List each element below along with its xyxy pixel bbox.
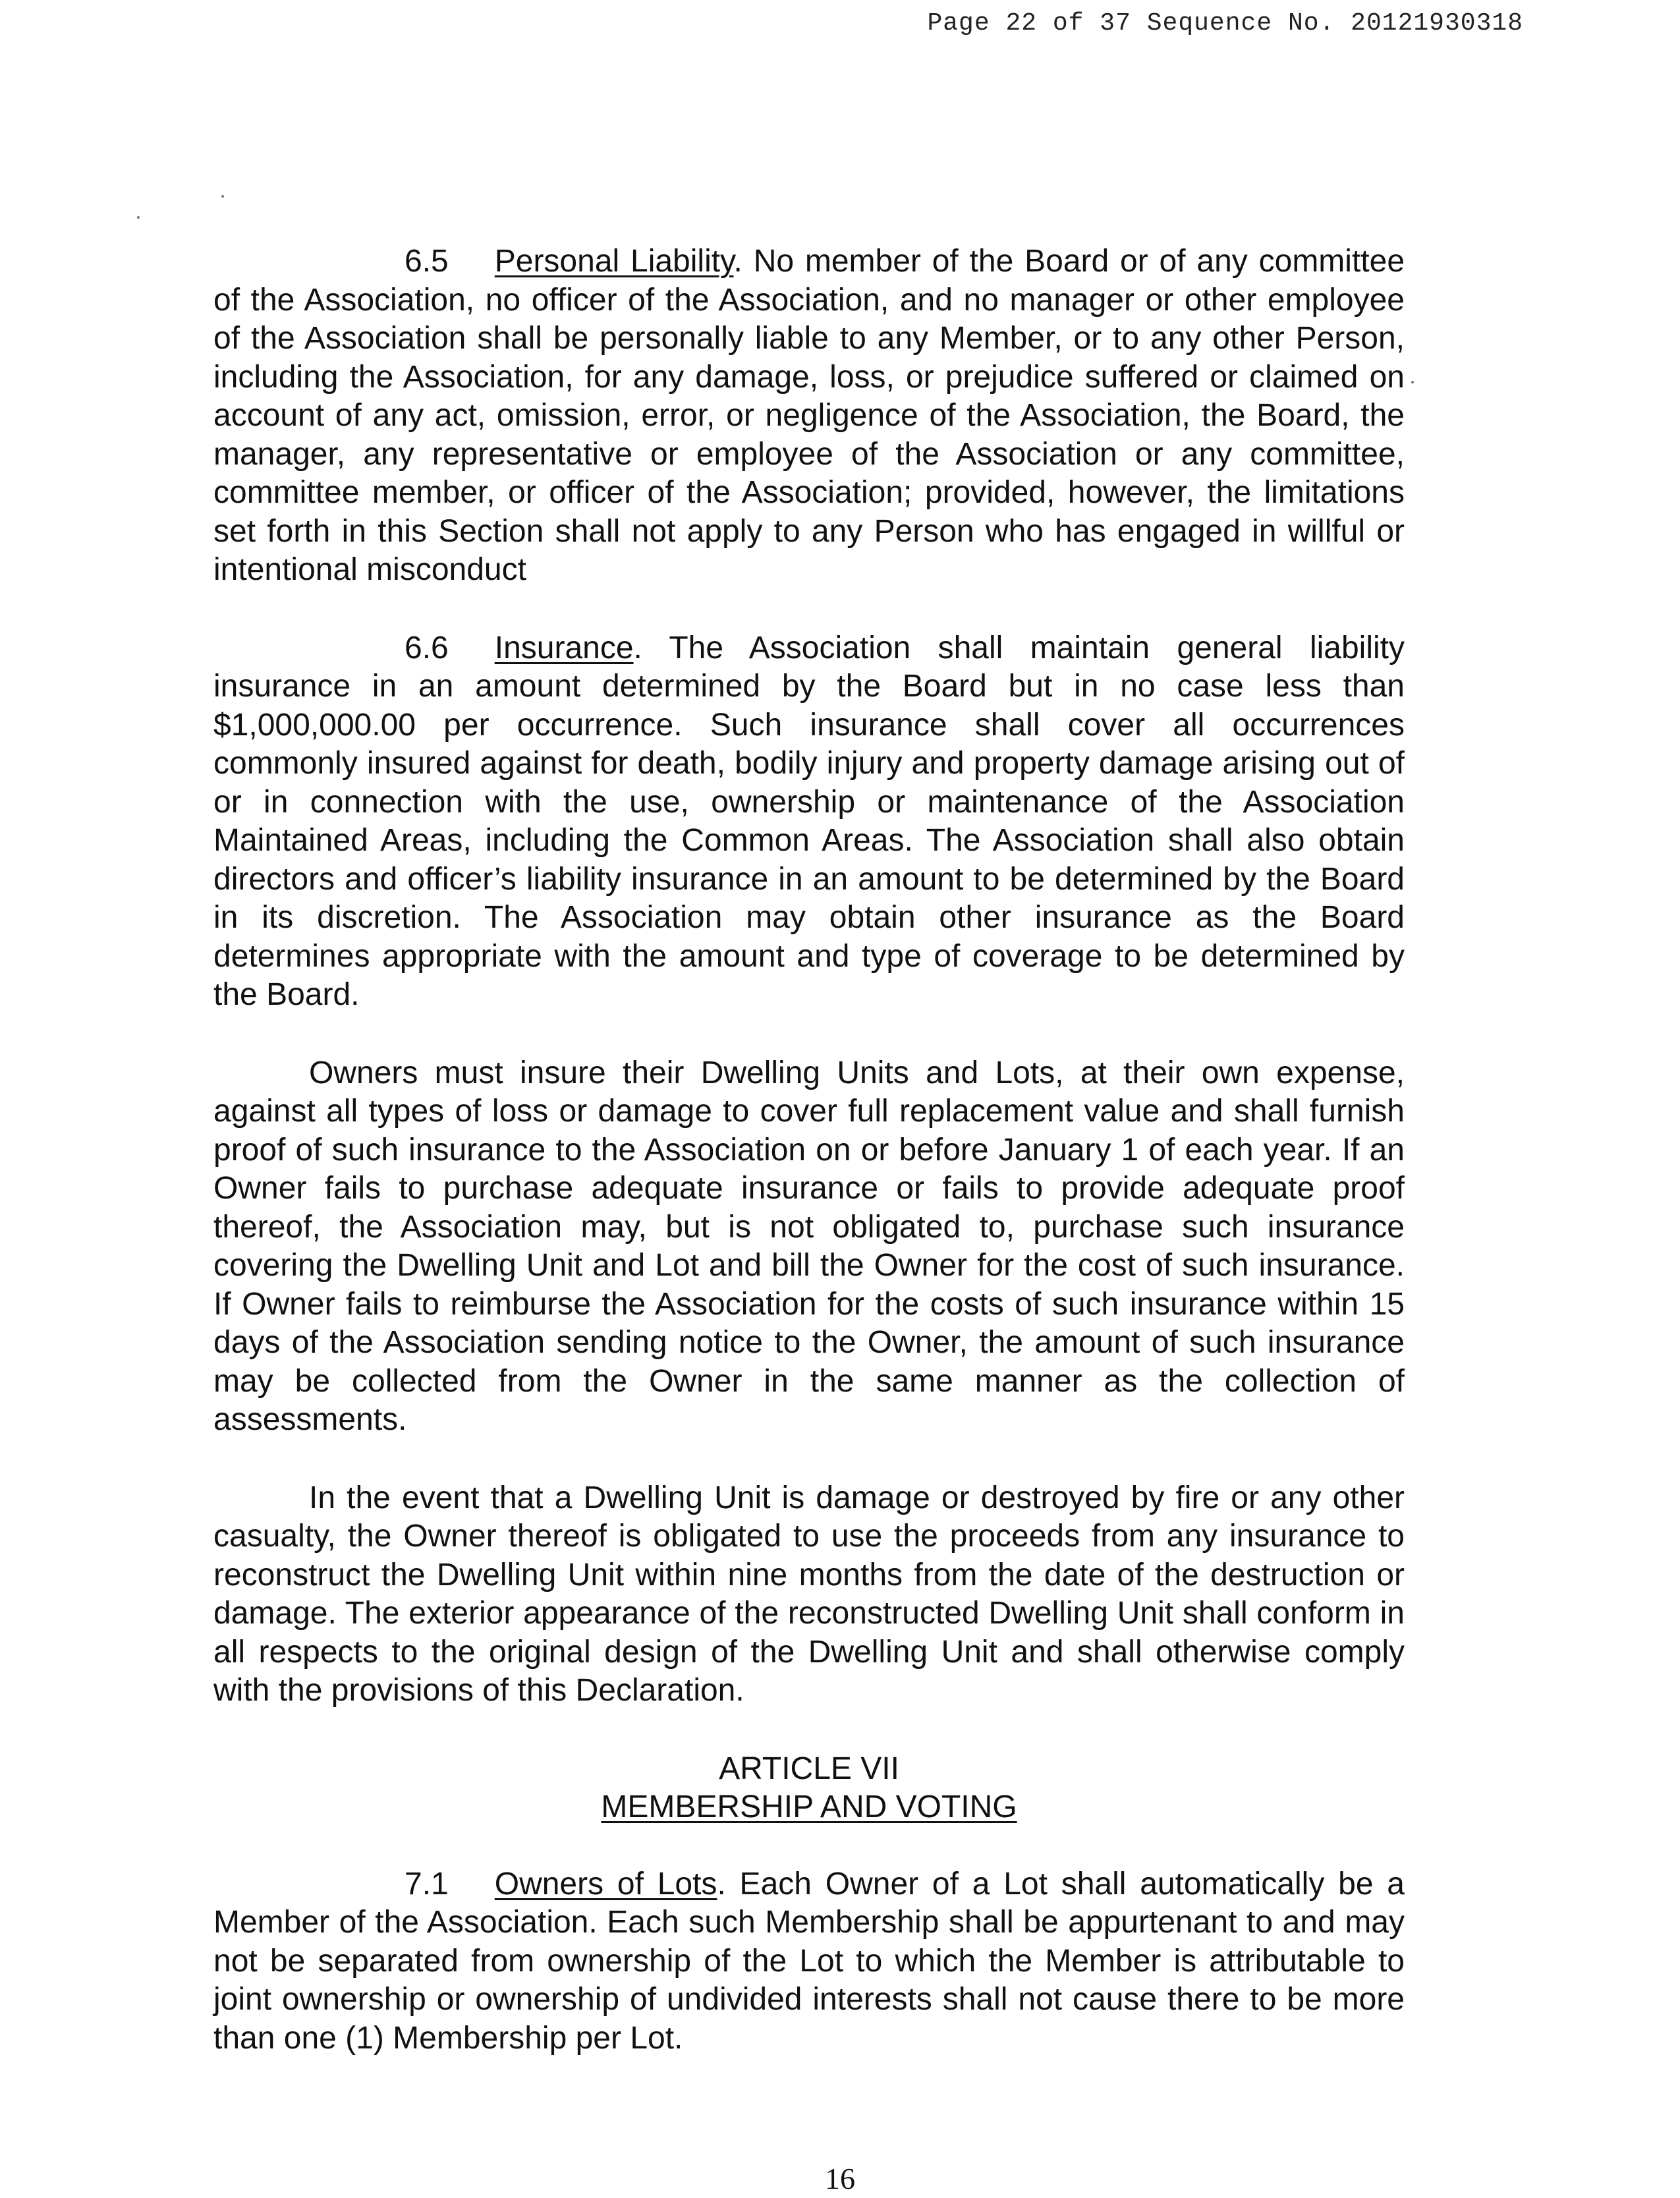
section-body: . The Association shall maintain general liability insurance in an amount determined by the Board but in no case less than $1,000,000.00 per occurrence. Such insurance shall cover all occurrences commonly insured against for death, bodily injury and property damage arising out of or in connection with the use, ownership or maintenance of the Association Maintained Areas, including the Common Areas. The Association shall also obtain directors and officer’s liability insurance in an amount to be determined by the Board in its discretion. The Association may obtain other insurance as the Board determines appropriate with the amount and type of coverage to be determined by the Board. <box>213 630 1405 1012</box>
document-body <box>213 242 1405 2097</box>
scan-speck <box>1411 381 1414 383</box>
article-title: MEMBERSHIP AND VOTING <box>601 1789 1017 1824</box>
scan-speck <box>221 195 224 198</box>
page-sequence-stamp: Page 22 of 37 Sequence No. 20121930318 <box>927 9 1523 38</box>
section-body: . Each Owner of a Lot shall automatically be a Member of the Association. Each such Membership shall be appurtenant to and may not be separated from ownership of the Lot to which the Member is attributable to joint ownership or ownership of undivided interests shall not cause there to be more than one (1) Membership per Lot. <box>213 1866 1405 2056</box>
article-heading <box>213 1750 1405 1827</box>
page-number: 16 <box>825 2162 855 2195</box>
section-body: . No member of the Board or of any committee of the Association, no officer of the Association, and no manager or other employee of the Association shall be personally liable to any Member, or to any other Person, including the Association, for any damage, loss, or prejudice suffered or claimed on account of any act, omission, error, or negligence of the Association, the Board, the manager, any representative or employee of the Association or any committee, committee member, or officer of the Association; provided, however, the limitations set forth in this Section shall not apply to any Person who has engaged in willful or intentional misconduct <box>213 244 1405 587</box>
section-title: Insurance <box>494 630 634 665</box>
section-number: 7.1 <box>405 1866 449 1902</box>
section-6-5 <box>213 242 1405 590</box>
article-label: ARTICLE VII <box>719 1751 899 1786</box>
scan-speck <box>137 216 140 219</box>
section-7-1 <box>213 1865 1405 2058</box>
section-number: 6.5 <box>405 244 449 279</box>
section-title: Personal Liability <box>494 244 734 279</box>
section-title: Owners of Lots <box>494 1866 717 1902</box>
section-6-6 <box>213 629 1405 1015</box>
section-number: 6.6 <box>405 630 449 665</box>
owners-insurance-paragraph: Owners must insure their Dwelling Units and Lots, at their own expense, against all types of loss or damage to cover full replacement value and shall furnish proof of such insurance to the Association on or before January 1 of each year. If an Owner fails to purchase adequate insurance or fails to provide adequate proof thereof, the Association may, but is not obligated to, purchase such insurance covering the Dwelling Unit and Lot and bill the Owner for the cost of such insurance. If Owner fails to reimburse the Association for the costs of such insurance within 15 days of the Association sending notice to the Owner, the amount of such insurance may be collected from the Owner in the same manner as the collection of assessments. <box>213 1055 1405 1437</box>
casualty-paragraph: In the event that a Dwelling Unit is damage or destroyed by fire or any other casualty, the Owner thereof is obligated to use the proceeds from any insurance to reconstruct the Dwelling Unit within nine months from the date of the destruction or damage. The exterior appearance of the reconstructed Dwelling Unit shall conform in all respects to the original design of the Dwelling Unit and shall otherwise comply with the provisions of this Declaration. <box>213 1480 1405 1708</box>
